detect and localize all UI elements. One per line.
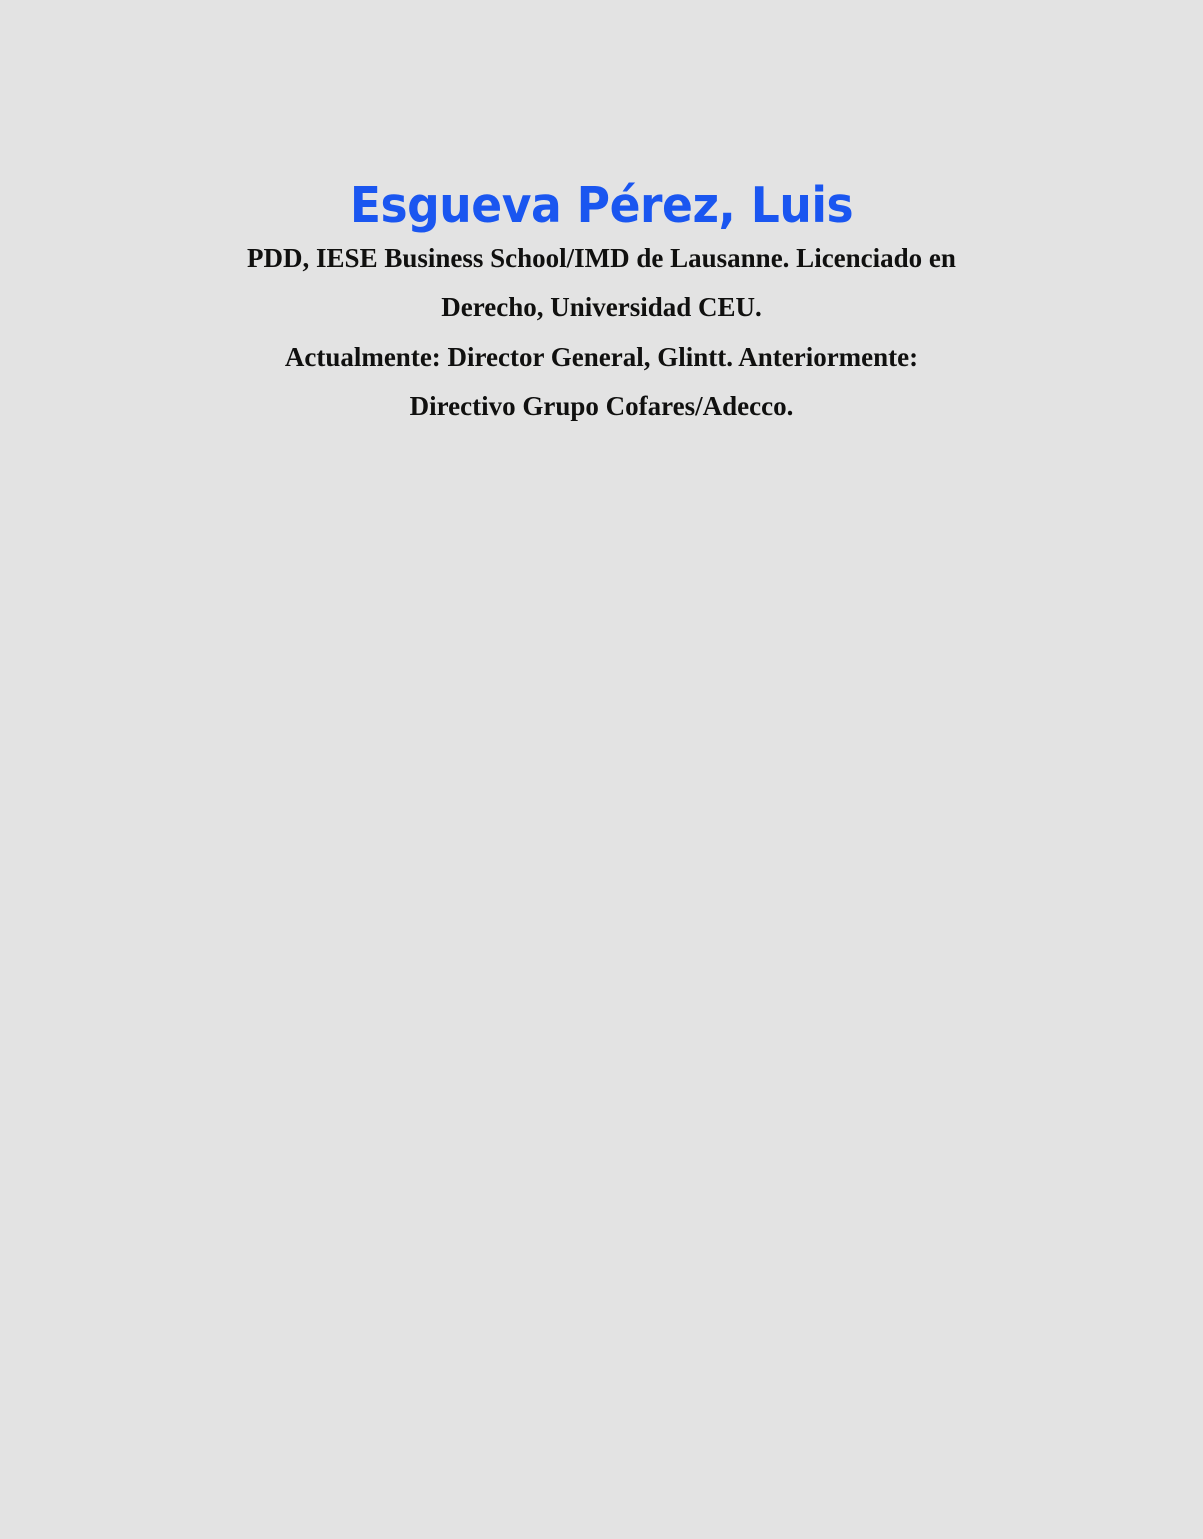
bio-line: PDD, IESE Business School/IMD de Lausanne. Licenciado en [247,243,956,274]
bio-line: Derecho, Universidad CEU. [441,292,762,323]
profile-block [0,178,1203,431]
page-title: Esgueva Pérez, Luis [349,177,854,234]
profile-biography [0,234,1203,431]
bio-line: Actualmente: Director General, Glintt. Anteriormente: [284,341,919,372]
bio-line: Directivo Grupo Cofares/Adecco. [409,390,794,421]
